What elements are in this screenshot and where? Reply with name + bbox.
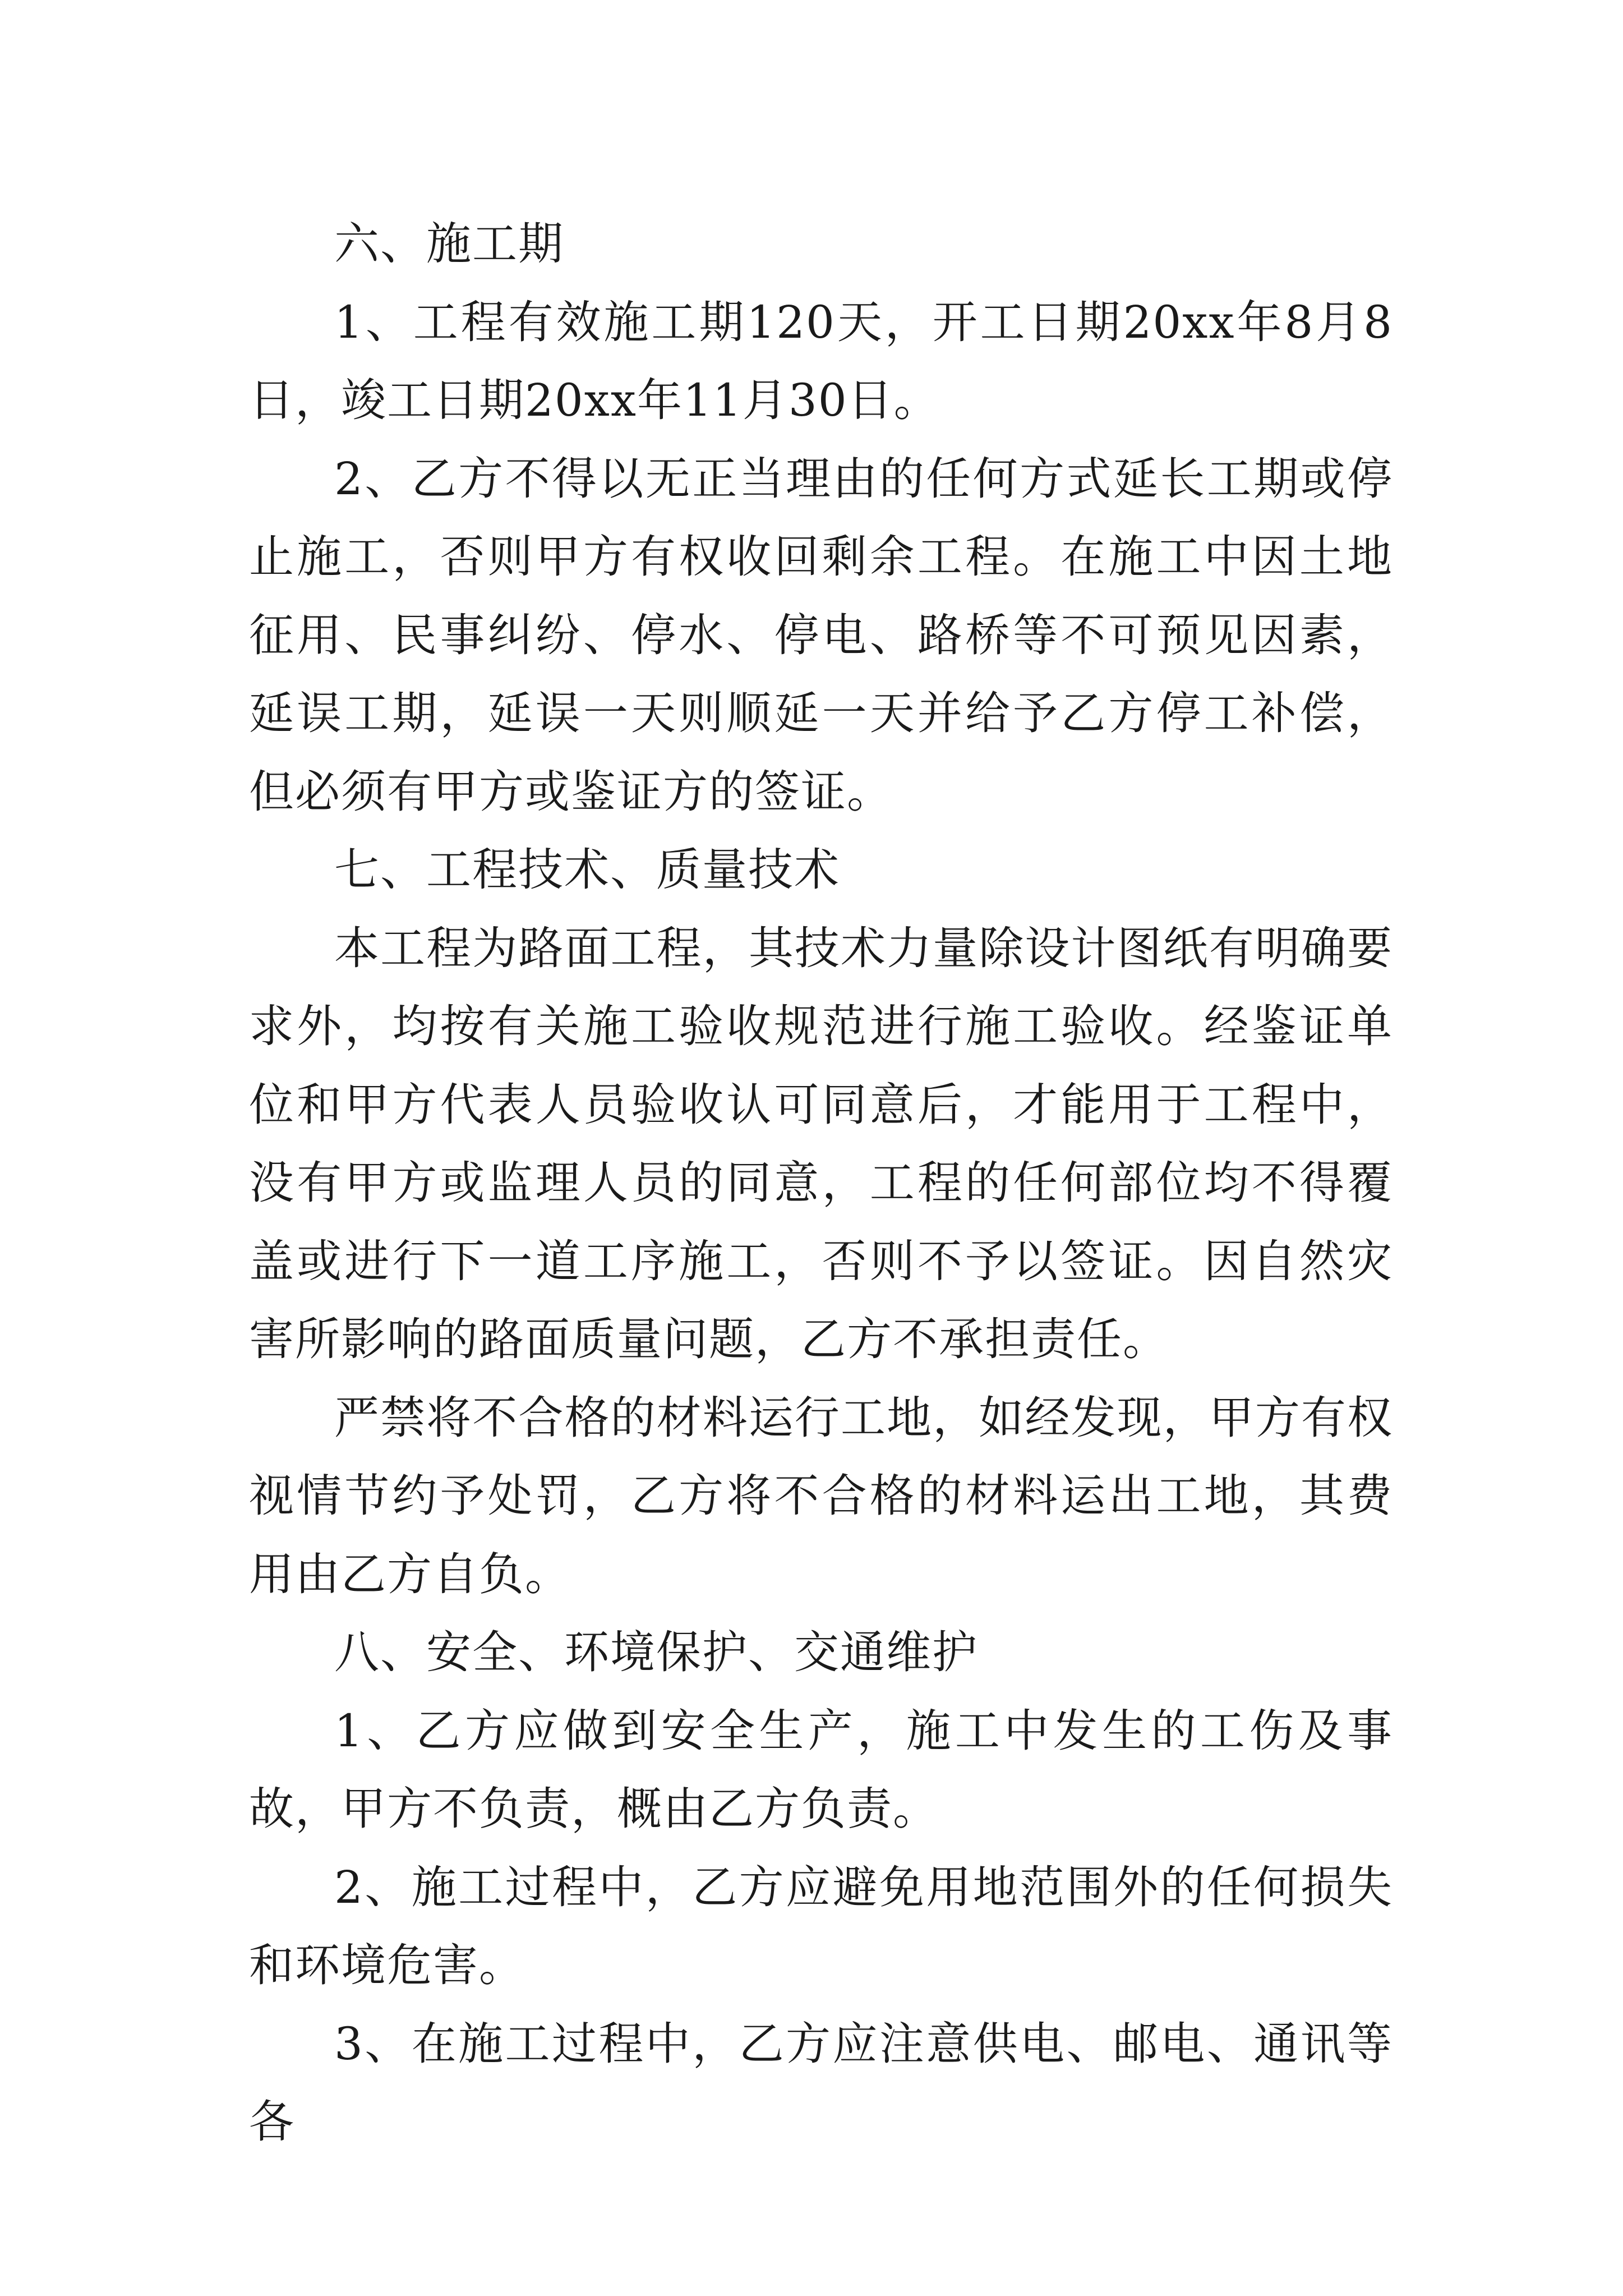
paragraph-6-2: 2、乙方不得以无正当理由的任何方式延长工期或停止施工，否则甲方有权收回剩余工程。在施工中因土地征用、民事纠纷、停水、停电、路桥等不可预见因素，延误工期，延误一天则顺延一天并给予乙方停工补偿，但必须有甲方或鉴证方的签证。 xyxy=(249,452,1393,818)
paragraph-7-1: 本工程为路面工程，其技术力量除设计图纸有明确要求外，均按有关施工验收规范进行施工验收。经鉴证单位和甲方代表人员验收认可同意后，才能用于工程中，没有甲方或监理人员的同意，工程的任何部位均不得覆盖或进行下一道工序施工，否则不予以签证。因自然灾害所影响的路面质量问题，乙方不承担责任。 xyxy=(249,922,1393,1365)
paragraph-8-1: 1、乙方应做到安全生产，施工中发生的工伤及事故，甲方不负责，概由乙方负责。 xyxy=(249,1704,1393,1835)
paragraph-8-3: 3、在施工过程中，乙方应注意供电、邮电、通讯等各 xyxy=(249,2017,1393,2148)
paragraph-6-1: 1、工程有效施工期120天，开工日期20xx年8月8日，竣工日期20xx年11月30日。 xyxy=(249,296,1393,426)
section-heading-8: 八、安全、环境保护、交通维护 xyxy=(334,1626,978,1678)
section-heading-7: 七、工程技术、质量技术 xyxy=(334,844,840,896)
paragraph-7-2: 严禁将不合格的材料运行工地，如经发现，甲方有权视情节约予处罚，乙方将不合格的材料运出工地，其费用由乙方自负。 xyxy=(249,1391,1393,1600)
paragraph-8-2: 2、施工过程中，乙方应避免用地范围外的任何损失和环境危害。 xyxy=(249,1861,1393,1991)
document-body xyxy=(249,205,1393,2161)
section-heading-6: 六、施工期 xyxy=(334,218,564,270)
